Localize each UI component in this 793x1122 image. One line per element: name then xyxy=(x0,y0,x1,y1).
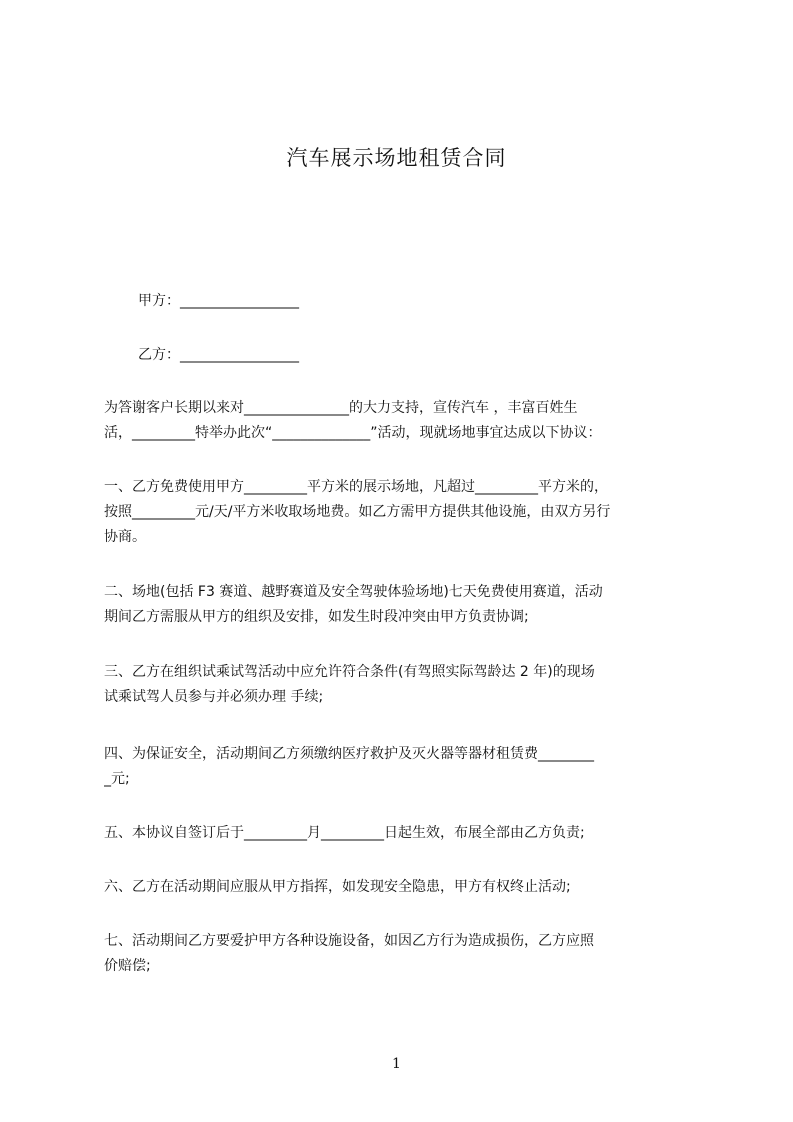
clause-line: 七、活动期间乙方要爱护甲方各种设施设备，如因乙方行为造成损伤，乙方应照 xyxy=(104,933,594,949)
clause-line: 协商。 xyxy=(104,529,146,545)
party-a-line: 甲方：_________________ xyxy=(138,293,299,309)
clause-4 xyxy=(104,742,707,792)
clause-line: 价赔偿; xyxy=(104,958,151,974)
clause-2 xyxy=(104,580,707,630)
intro-paragraph xyxy=(104,396,707,446)
clause-line: _元; xyxy=(104,771,130,787)
clause-line: 试乘试驾人员参与并必须办理 手续; xyxy=(104,689,324,705)
clause-1 xyxy=(104,475,707,550)
intro-line: 活，_________特举办此次“______________”活动，现就场地事宜达成以下协议： xyxy=(104,425,602,441)
clause-line: 二、场地(包括 F3 赛道、越野赛道及安全驾驶体验场地)七天免费使用赛道，活动 xyxy=(104,584,603,600)
party-b-line: 乙方：_________________ xyxy=(138,347,299,363)
clause-line: 一、乙方免费使用甲方_________平方米的展示场地，凡超过_________平方米的， xyxy=(104,479,608,495)
clause-3 xyxy=(104,660,707,710)
page-number: 1 xyxy=(392,1056,401,1072)
clause-7 xyxy=(104,929,707,979)
clause-6 xyxy=(104,875,707,900)
clause-line: 三、乙方在组织试乘试驾活动中应允许符合条件(有驾照实际驾龄达 2 年)的现场 xyxy=(104,664,595,680)
clause-line: 五、本协议自签订后于_________月_________日起生效，布展全部由乙方负责; xyxy=(104,825,585,841)
clause-line: 期间乙方需服从甲方的组织及安排，如发生时段冲突由甲方负责协调; xyxy=(104,609,529,625)
clause-line: 按照_________元/天/平方米收取场地费。如乙方需甲方提供其他设施，由双方另行 xyxy=(104,504,611,520)
clause-line: 四、为保证安全，活动期间乙方须缴纳医疗救护及灭火器等器材租赁费________ xyxy=(104,746,594,762)
clause-line: 六、乙方在活动期间应服从甲方指挥，如发现安全隐患，甲方有权终止活动; xyxy=(104,879,571,895)
clause-5 xyxy=(104,821,707,846)
document-title: 汽车展示场地租赁合同 xyxy=(286,146,507,170)
intro-line: 为答谢客户长期以来对_______________的大力支持，宣传汽车 ，丰富百姓生 xyxy=(104,400,578,416)
